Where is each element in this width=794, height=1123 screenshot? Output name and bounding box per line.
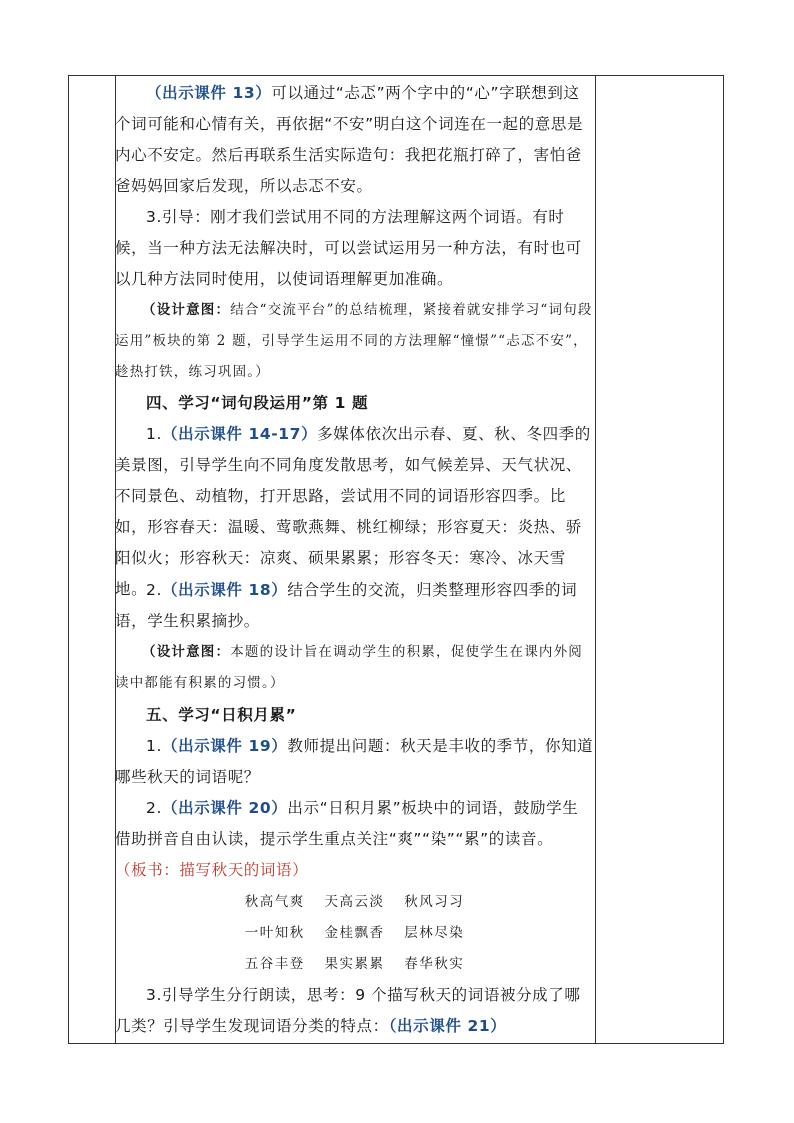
paragraph-4-1: 1.（出示课件 14-17）多媒体依次出示春、夏、秋、冬四季的美景图，引导学生向不同角度发散思考，如气候差异、天气状况、不同景色、动植物，打开思路，尝试用不同的词语形容四季。比如，形容春天：温暖、莺歌燕舞、桃红柳绿；形容夏天：炎热、骄阳似火；形容秋天：凉爽、硕果累累；形容冬天：寒冷、冰天雪地。 [115,425,591,598]
word: 秋高气爽 [244,894,305,910]
word: 五谷丰登 [244,956,305,972]
courseware-ref: （出示课件 13） [146,84,272,102]
word: 春华秋实 [404,956,465,972]
paragraph-xinxin-explanation: （出示课件 13）可以通过“忐忑”两个字中的“心”字联想到这个词可能和心情有关，再依据“不安”明白这个词连在一起的意思是内心不安定。然后再联系生活实际造句：我把花瓶打碎了，害怕爸爸妈妈回家后发现，所以忐忑不安。 [115,84,584,195]
paragraph-5-1: 1.（出示课件 19）教师提出问题：秋天是丰收的季节，你知道哪些秋天的词语呢？ [115,737,594,786]
autumn-words-row [115,949,594,980]
word: 秋风习习 [404,894,465,910]
design-intent-1: （设计意图：结合“交流平台”的总结梳理，紧接着就安排学习“词句段运用”板块的第 2 题，引导学生运用不同的方法理解“憧憬”“忐忑不安”，趁热打铁，练习巩固。） [115,302,593,380]
autumn-words-row [115,918,594,949]
board-note: （板书：描写秋天的词语） [115,861,309,879]
courseware-ref: （出示课件 19） [162,737,288,755]
design-intent-2: （设计意图：本题的设计旨在调动学生的积累，促使学生在课内外阅读中都能有积累的习惯。） [115,644,584,691]
paragraph-5-3: 3.引导学生分行朗读，思考：9 个描写秋天的词语被分成了哪几类？引导学生发现词语分类的特点：（出示课件 21） [115,986,581,1035]
autumn-words-row [115,887,594,918]
courseware-ref: （出示课件 14-17） [162,425,318,443]
paragraph-guide-3: 3.引导：刚才我们尝试用不同的方法理解这两个词语。有时候，当一种方法无法解决时，可以尝试运用另一种方法，有时也可以几种方法同时使用，以使词语理解更加准确。 [115,208,582,288]
word: 天高云淡 [324,894,385,910]
word: 一叶知秋 [244,925,305,941]
courseware-ref: （出示课件 18） [162,581,288,599]
paragraph-4-2: 2.（出示课件 18）结合学生的交流，归类整理形容四季的词语，学生积累摘抄。 [115,581,578,630]
word: 金桂飘香 [324,925,385,941]
courseware-ref: （出示课件 21） [388,1017,507,1035]
word: 层林尽染 [404,925,465,941]
table-column-divider [595,76,596,1043]
paragraph-5-2: 2.（出示课件 20）出示“日积月累”板块中的词语，鼓励学生借助拼音自由认读，提示学生重点关注“爽”“染”“累”的读音。 [115,799,579,848]
section-heading-5: 五、学习“日积月累” [146,706,297,724]
courseware-ref: （出示课件 20） [162,799,288,817]
section-heading-4: 四、学习“词句段运用”第 1 题 [146,394,369,412]
word: 果实累累 [324,956,385,972]
